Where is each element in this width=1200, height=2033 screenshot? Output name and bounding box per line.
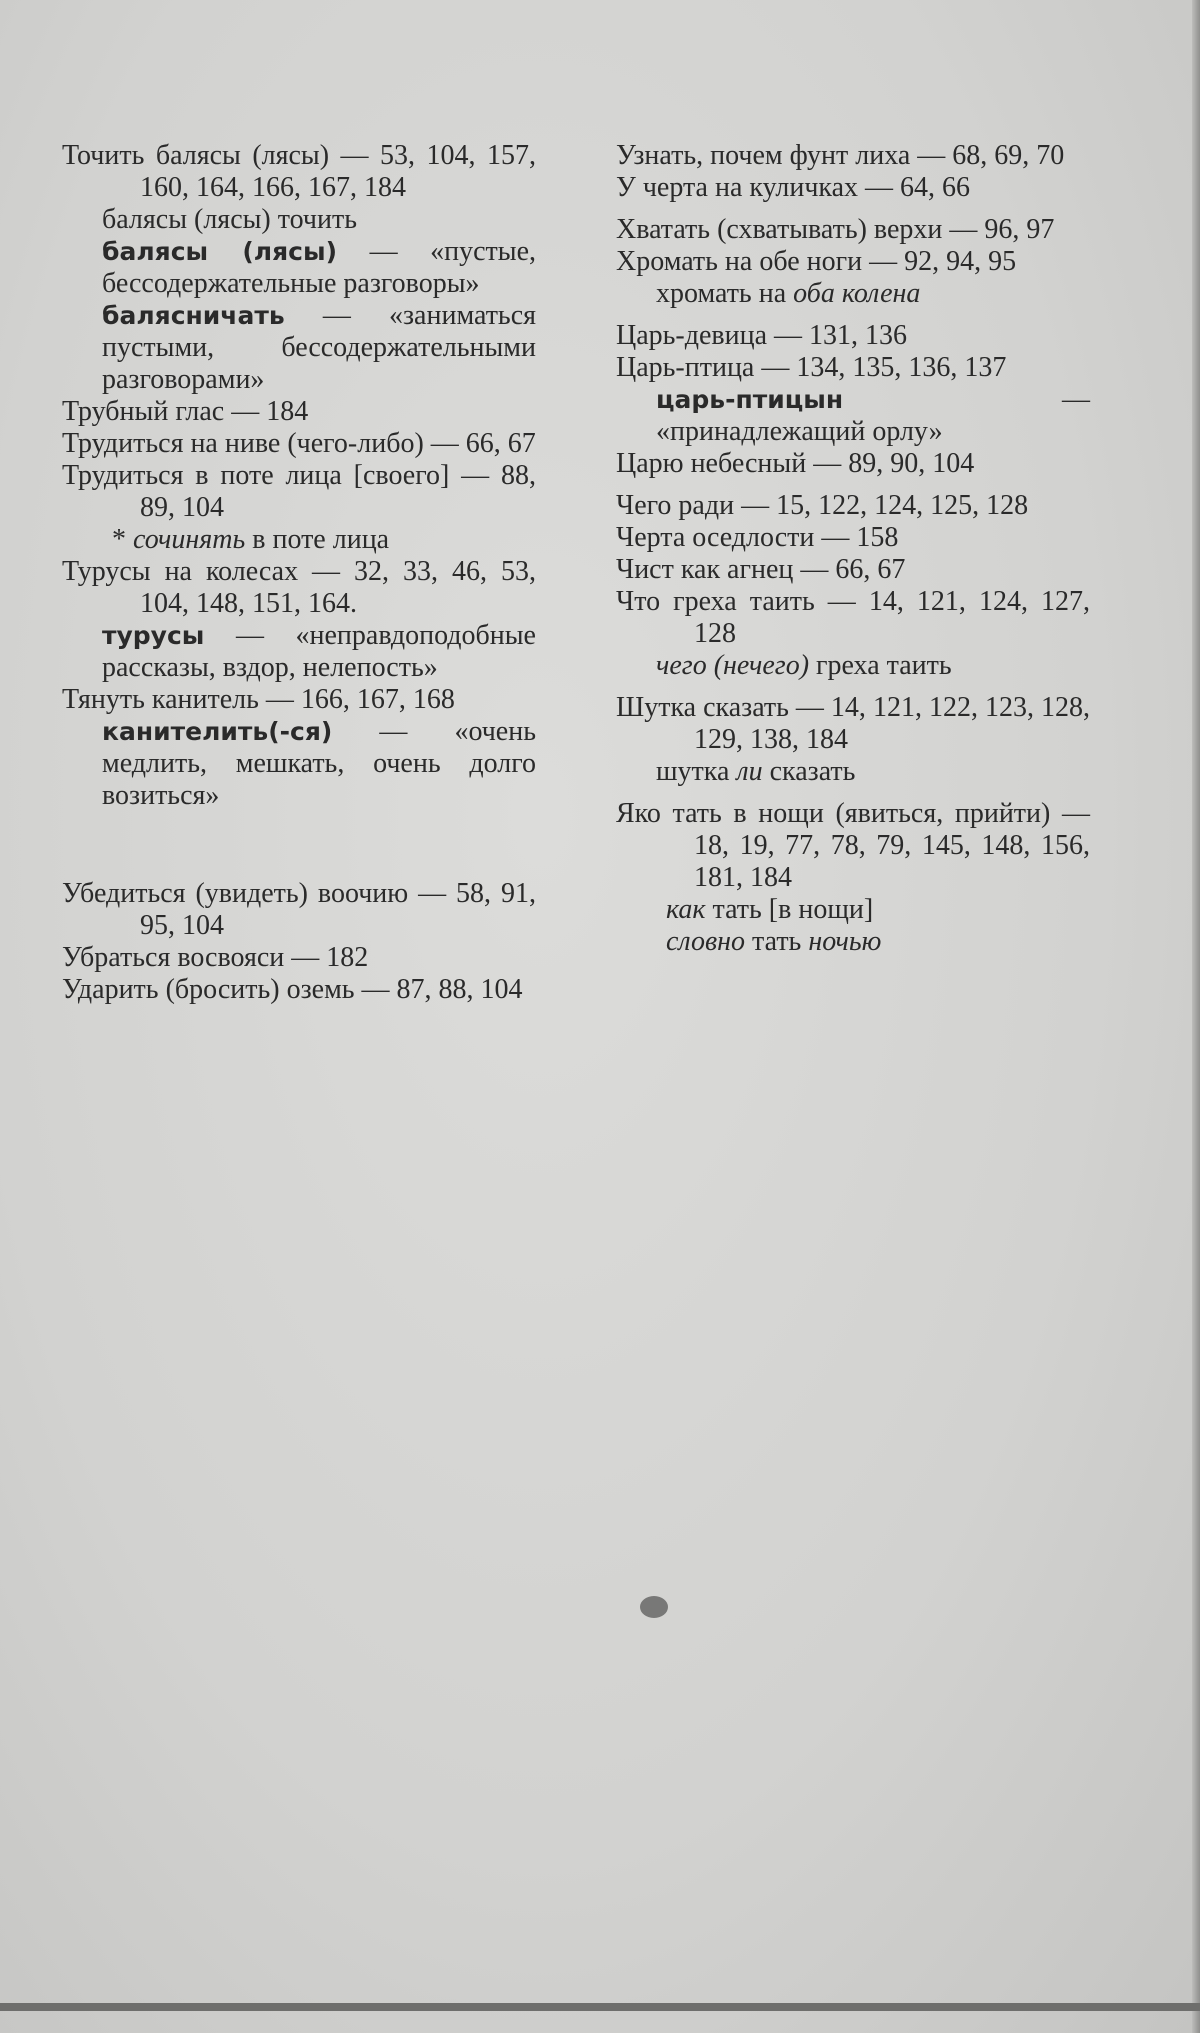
page-edge-bottom xyxy=(0,2003,1200,2011)
index-subentry xyxy=(616,926,1090,958)
italic-word: словно xyxy=(666,926,746,957)
index-definition xyxy=(62,716,536,812)
index-entry: Хромать на обе ноги — 92, 94, 95 xyxy=(616,246,1017,277)
subentry-text: греха таить xyxy=(809,650,952,681)
italic-word: ночью xyxy=(808,926,882,957)
italic-word: ли xyxy=(736,756,763,787)
subentry-text: шутка xyxy=(656,756,737,787)
index-subentry xyxy=(62,524,536,556)
index-entry: Убедиться (увидеть) воочию — 58, 91, 95, 104 xyxy=(62,878,536,941)
index-entry: Царю небесный — 89, 90, 104 xyxy=(616,448,975,479)
index-definition xyxy=(62,620,536,684)
defined-term: балясничать xyxy=(102,301,285,330)
index-entry: Тянуть канитель — 166, 167, 168 xyxy=(62,684,455,715)
subentry-text: в поте лица xyxy=(245,524,390,555)
index-entry: Трудиться на ниве (чего-либо) — 66, 67 xyxy=(62,428,536,459)
index-entry: Точить балясы (лясы) — 53, 104, 157, 160, 164, 166, 167, 184 xyxy=(62,140,536,203)
asterisk: * xyxy=(112,524,133,555)
index-subentry: балясы (лясы) точить xyxy=(102,204,357,235)
defined-term: царь-птицын xyxy=(656,385,844,414)
index-entry: Чист как агнец — 66, 67 xyxy=(616,554,906,585)
italic-word: оба колена xyxy=(793,278,921,309)
left-column xyxy=(62,140,536,1006)
index-entry: Узнать, почем фунт лиха — 68, 69, 70 xyxy=(616,140,1065,171)
ink-blot xyxy=(640,1596,668,1618)
index-entry: Что греха таить — 14, 121, 124, 127, 128 xyxy=(616,586,1090,649)
index-entry: Яко тать в нощи (явиться, прийти) — 18, 19, 77, 78, 79, 145, 148, 156, 181, 184 xyxy=(616,798,1090,893)
right-column xyxy=(616,140,1090,958)
index-entry: Чего ради — 15, 122, 124, 125, 128 xyxy=(616,490,1029,521)
definition-text: — «очень медлить, мешкать, очень долго возиться» xyxy=(102,716,536,811)
italic-word: как xyxy=(666,894,706,925)
index-definition xyxy=(616,384,1090,448)
index-entry: Черта оседлости — 158 xyxy=(616,522,899,553)
index-entry: Трудиться в поте лица [своего] — 88, 89, 104 xyxy=(62,460,536,523)
index-subentry xyxy=(616,650,1090,682)
defined-term: канителить(-ся) xyxy=(102,717,333,746)
index-entry: У черта на куличках — 64, 66 xyxy=(616,172,971,203)
subentry-text: сказать xyxy=(762,756,856,787)
index-entry: Убраться восвояси — 182 xyxy=(62,942,369,973)
index-definition xyxy=(62,236,536,300)
index-entry: Турусы на колесах — 32, 33, 46, 53, 104, 148, 151, 164. xyxy=(62,556,536,619)
definition-text: — «неправдоподобные рассказы, вздор, нелепость» xyxy=(102,620,536,683)
definition-text: — «заниматься пустыми, бессодержательными разговорами» xyxy=(102,300,536,395)
index-entry: Царь-девица — 131, 136 xyxy=(616,320,908,351)
index-subentry xyxy=(616,278,1090,310)
index-subentry xyxy=(616,894,1090,926)
index-definition xyxy=(62,300,536,396)
definition-text: — «принадлежащий орлу» xyxy=(656,384,1090,447)
index-entry: Хватать (схватывать) верхи — 96, 97 xyxy=(616,214,1055,245)
defined-term: балясы (лясы) xyxy=(102,237,338,266)
page-edge-right xyxy=(1192,0,1200,2033)
definition-text: — «пустые, бессодержательные разговоры» xyxy=(102,236,536,299)
index-entry: Ударить (бросить) оземь — 87, 88, 104 xyxy=(62,974,523,1005)
italic-word: сочинять xyxy=(133,524,246,555)
index-subentry xyxy=(616,756,1090,788)
subentry-text: тать xyxy=(745,926,809,957)
italic-word: чего (нечего) xyxy=(656,650,810,681)
subentry-text: тать [в нощи] xyxy=(705,894,874,925)
index-entry: Трубный глас — 184 xyxy=(62,396,309,427)
index-entry: Царь-птица — 134, 135, 136, 137 xyxy=(616,352,1007,383)
defined-term: турусы xyxy=(102,621,205,650)
index-entry: Шутка сказать — 14, 121, 122, 123, 128, 129, 138, 184 xyxy=(616,692,1090,755)
subentry-text: хромать на xyxy=(656,278,794,309)
